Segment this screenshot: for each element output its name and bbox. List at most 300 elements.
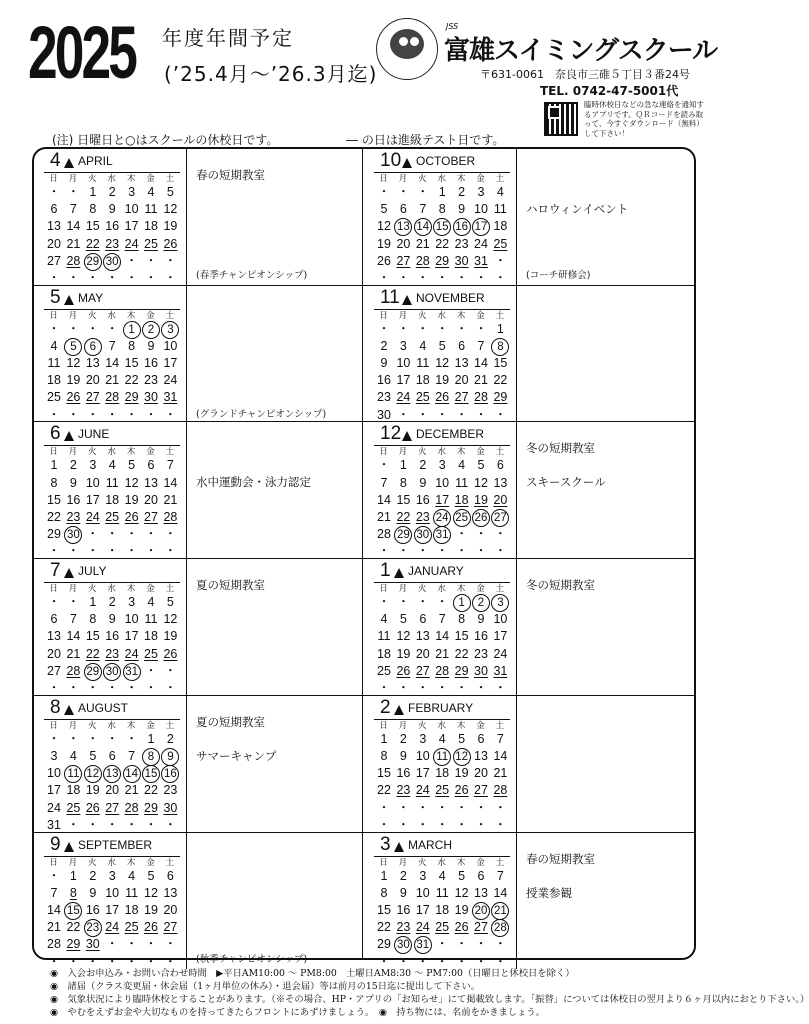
test-marker-icon [64, 568, 74, 578]
calendar-day: 3 [399, 338, 407, 353]
calendar-day: 29 [377, 937, 391, 952]
calendar-day: ・ [105, 954, 119, 969]
month-december [364, 422, 694, 558]
calendar-day: 14 [66, 219, 81, 234]
calendar-day: 4 [496, 185, 504, 199]
calendar-day: 6 [84, 338, 102, 356]
calendar-day: ・ [86, 817, 100, 832]
calendar-day: 22 [493, 373, 508, 388]
calendar-day: 19 [163, 219, 178, 234]
weekday-label: 月 [398, 310, 408, 321]
calendar-day: 15 [47, 492, 61, 507]
month-event: (コーチ研修会) [526, 270, 591, 281]
month-event: (春季チャンピオンシップ) [196, 270, 308, 281]
calendar-day: 21 [435, 646, 450, 661]
calendar-day: ・ [397, 595, 410, 610]
calendar-day: ・ [86, 271, 100, 285]
calendar-day: ・ [455, 544, 468, 559]
calendar-day: 22 [85, 646, 100, 661]
weekday-label: 土 [495, 447, 505, 458]
calendar-day: ・ [435, 937, 449, 952]
calendar-day: 7 [419, 202, 427, 217]
calendar-day: ・ [144, 681, 158, 696]
calendar-day: 17 [163, 356, 178, 371]
calendar-day: ・ [377, 595, 391, 610]
calendar-day: ・ [455, 271, 468, 285]
calendar-day: 4 [438, 731, 446, 746]
calendar-day: ・ [67, 185, 80, 199]
calendar-day: 17 [85, 492, 100, 507]
calendar-day: 7 [108, 338, 116, 353]
calendar-day: 28 [47, 937, 61, 952]
calendar-day: ・ [397, 321, 410, 336]
weekday-label: 水 [107, 310, 116, 321]
calendar-day: ・ [377, 458, 391, 473]
calendar-day: ・ [474, 544, 488, 559]
calendar-day: 15 [142, 765, 160, 783]
calendar-day: ・ [164, 253, 177, 268]
calendar-day: 5 [380, 202, 388, 217]
month-separator [363, 558, 694, 559]
weekday-label: 火 [418, 720, 427, 731]
calendar-day: 23 [474, 646, 488, 661]
calendar-day: 4 [108, 458, 116, 473]
calendar-day: ・ [105, 937, 119, 952]
calendar-day: 16 [161, 765, 179, 783]
calendar-day: 9 [89, 885, 97, 900]
calendar-day: ・ [494, 681, 507, 696]
footer-line: ◉ やむをえずお金や大切なものを持ってきたらフロントにあずけましょう。 ◉ 持ち物には、名前をかきましょう。 [50, 1007, 546, 1018]
calendar-day: 16 [415, 492, 430, 507]
month-event: 授業参観 [526, 885, 572, 900]
weekday-label: 木 [126, 310, 136, 321]
calendar-day: 7 [69, 612, 77, 627]
calendar-day: ・ [67, 271, 80, 285]
calendar-day: 3 [419, 731, 427, 746]
calendar-day: 23 [377, 390, 391, 405]
month-january [364, 559, 694, 695]
calendar-day: 22 [66, 920, 81, 935]
calendar-day: ・ [125, 527, 138, 542]
calendar-day: 31 [47, 817, 61, 832]
calendar-day: 16 [396, 902, 411, 917]
calendar-day: 2 [69, 458, 77, 473]
calendar-day: 5 [128, 458, 136, 473]
calendar-day: 1 [453, 594, 471, 612]
qr-code-icon[interactable] [544, 102, 578, 136]
weekday-label: 月 [398, 720, 408, 731]
calendar-day: 17 [415, 902, 430, 917]
calendar-day: 17 [105, 902, 120, 917]
calendar-day: 8 [128, 338, 136, 353]
calendar-day: 14 [163, 475, 178, 490]
calendar-day: 3 [491, 594, 509, 612]
calendar-day: 2 [142, 321, 160, 339]
calendar-day: ・ [105, 544, 119, 559]
calendar-day: ・ [474, 407, 488, 422]
calendar-day: ・ [494, 800, 507, 815]
calendar-day: 3 [108, 868, 116, 883]
calendar-day: 18 [66, 783, 81, 798]
weekday-label: 月 [68, 720, 78, 731]
calendar-day: 21 [163, 492, 178, 507]
calendar-day: 19 [396, 646, 411, 661]
calendar-day: 3 [128, 595, 136, 610]
calendar-day: 7 [69, 202, 77, 217]
month-separator [33, 285, 362, 286]
weekday-label: 月 [68, 447, 78, 458]
calendar-day: 17 [435, 492, 450, 507]
calendar-day: 4 [128, 868, 136, 883]
calendar-day: ・ [67, 817, 80, 832]
calendar-day: 29 [144, 800, 158, 815]
calendar-day: 24 [163, 373, 178, 388]
event-column-divider [186, 696, 187, 833]
weekday-label: 木 [456, 174, 466, 184]
calendar-day: 1 [380, 731, 388, 746]
calendar-day: ・ [474, 527, 488, 542]
month-event: ハロウィンイベント [526, 202, 629, 216]
calendar-day: 30 [474, 663, 488, 678]
calendar-day: 1 [399, 458, 407, 473]
calendar-day: ・ [474, 937, 488, 952]
month-name: DECEMBER [416, 427, 485, 442]
month-name: AUGUST [78, 700, 129, 715]
calendar-day: 7 [477, 338, 485, 353]
calendar-day: 24 [85, 509, 100, 524]
test-marker-icon [402, 431, 412, 441]
calendar-day: 21 [415, 236, 430, 251]
year-title: 2025 [28, 11, 136, 94]
calendar-day: 24 [415, 920, 430, 935]
calendar-day: ・ [435, 544, 449, 559]
calendar-day: 16 [105, 219, 120, 234]
weekday-label: 月 [398, 584, 408, 595]
weekday-label: 木 [126, 447, 136, 458]
calendar-day: ・ [144, 527, 158, 542]
calendar-day: 27 [474, 920, 488, 935]
calendar-day: 5 [477, 458, 485, 473]
calendar-day: 13 [47, 219, 61, 234]
calendar-day: ・ [494, 407, 507, 422]
calendar-day: 29 [394, 526, 412, 544]
note-test: ― の日は進級テスト日です。 [346, 133, 505, 147]
qr-description: 臨時休校日などの急な連絡を通知するアプリです。ＱＲコードを読み取って、今すぐダウンロード（無料）して下さい！ [584, 100, 704, 138]
weekday-label: 月 [68, 857, 78, 868]
weekday-label: 木 [456, 310, 466, 321]
calendar-day: 12 [453, 748, 471, 766]
calendar-day: 19 [474, 492, 488, 507]
weekday-label: 水 [107, 720, 116, 731]
calendar-day: 14 [493, 748, 508, 763]
calendar-day: 25 [415, 390, 430, 405]
weekday-label: 月 [68, 584, 78, 595]
calendar-day: 4 [147, 185, 155, 199]
calendar-day: 4 [458, 458, 466, 473]
calendar-day: ・ [67, 731, 80, 746]
calendar-day: 3 [477, 185, 485, 199]
month-number: 1 [380, 560, 391, 582]
month-may [34, 286, 364, 422]
calendar-day: ・ [164, 954, 177, 969]
test-marker-icon [64, 295, 74, 305]
calendar-day: 3 [128, 185, 136, 199]
weekday-label: 月 [398, 447, 408, 458]
calendar-day: 18 [435, 766, 450, 781]
calendar-day: 30 [377, 407, 391, 422]
weekday-label: 火 [418, 857, 427, 868]
calendar-day: ・ [47, 595, 61, 610]
weekday-label: 金 [476, 584, 485, 595]
weekday-label: 木 [126, 584, 136, 595]
weekday-label: 土 [165, 584, 175, 595]
calendar-day: 3 [419, 868, 427, 883]
month-number: 12 [380, 423, 402, 445]
event-column-divider [186, 286, 187, 423]
calendar-day: ・ [397, 800, 410, 815]
calendar-day: 28 [163, 509, 178, 524]
weekday-label: 火 [88, 857, 97, 868]
calendar-day: ・ [86, 407, 100, 422]
weekday-label: 水 [437, 584, 446, 595]
calendar-day: 15 [433, 218, 451, 236]
calendar-day: 3 [50, 748, 58, 763]
test-marker-icon [394, 705, 404, 715]
weekday-label: 水 [107, 857, 116, 868]
month-name: MARCH [408, 837, 452, 852]
calendar-day: 29 [84, 253, 102, 271]
calendar-day: ・ [125, 731, 138, 746]
weekday-label: 水 [107, 174, 116, 184]
calendar-day: 12 [124, 475, 139, 490]
calendar-day: 28 [474, 390, 488, 405]
calendar-day: 15 [493, 356, 508, 371]
calendar-day: 12 [454, 885, 469, 900]
calendar-day: ・ [435, 271, 449, 285]
calendar-day: 5 [166, 185, 174, 199]
note-holiday: (注) 日曜日と○はスクールの休校日です。 [52, 133, 279, 147]
calendar-day: 24 [124, 646, 139, 661]
month-event: サマーキャンプ [196, 748, 277, 763]
calendar-day: 1 [147, 731, 155, 746]
calendar-day: ・ [125, 681, 138, 696]
calendar-day: 11 [144, 612, 158, 627]
calendar-day: 6 [108, 748, 116, 763]
month-separator [363, 285, 694, 286]
calendar-day: 18 [144, 629, 158, 644]
calendar-day: 26 [377, 253, 391, 268]
calendar-day: 8 [50, 475, 58, 490]
calendar-day: ・ [416, 817, 430, 832]
calendar-day: 27 [491, 509, 509, 527]
month-event: 夏の短期教室 [196, 578, 265, 593]
weekday-label: 日 [49, 447, 58, 458]
calendar-day: 7 [380, 475, 388, 490]
calendar-day: 9 [419, 475, 427, 490]
calendar-day: ・ [86, 681, 100, 696]
calendar-day: 13 [47, 629, 61, 644]
month-october [364, 149, 694, 285]
calendar-day: 17 [124, 219, 139, 234]
calendar-day: 12 [66, 356, 81, 371]
calendar-day: 28 [66, 663, 81, 678]
month-name: NOVEMBER [416, 290, 485, 305]
school-logo [376, 18, 438, 80]
calendar-day: 25 [435, 920, 450, 935]
month-july [34, 559, 364, 695]
calendar-day: ・ [47, 954, 61, 969]
calendar-day: ・ [397, 954, 410, 969]
weekday-label: 日 [49, 584, 58, 595]
calendar-day: 10 [435, 475, 450, 490]
weekday-label: 水 [107, 447, 116, 458]
calendar-day: 8 [458, 612, 466, 627]
weekday-label: 火 [88, 174, 97, 184]
calendar-day: 9 [108, 202, 116, 217]
calendar-day: ・ [416, 800, 430, 815]
schedule-period: (’25.4月～’26.3月迄) [164, 62, 378, 86]
calendar-day: 15 [454, 629, 469, 644]
calendar-day: 4 [69, 748, 77, 763]
calendar-day: ・ [47, 271, 61, 285]
calendar-day: 24 [415, 783, 430, 798]
event-column-divider [186, 559, 187, 696]
weekday-label: 水 [437, 310, 446, 321]
calendar-day: 24 [47, 800, 61, 815]
calendar-day: 1 [123, 321, 141, 339]
calendar-day: 13 [85, 356, 100, 371]
month-september [34, 833, 364, 969]
calendar-day: ・ [125, 253, 138, 268]
calendar-day: 27 [85, 390, 100, 405]
event-column-divider [516, 286, 517, 423]
calendar-day: ・ [105, 407, 119, 422]
calendar-day: ・ [144, 407, 158, 422]
calendar-day: 6 [399, 202, 407, 217]
event-column-divider [516, 559, 517, 696]
calendar-day: ・ [377, 800, 391, 815]
month-name: JANUARY [408, 564, 464, 579]
calendar-day: 7 [496, 731, 504, 746]
calendar-day: ・ [435, 321, 449, 336]
calendar-day: 12 [435, 356, 450, 371]
calendar-day: 6 [477, 868, 485, 883]
calendar-day: ・ [144, 253, 158, 268]
calendar-day: ・ [397, 407, 410, 422]
calendar-day: 20 [493, 492, 508, 507]
calendar-day: 29 [84, 663, 102, 681]
weekday-label: 火 [88, 447, 97, 458]
month-number: 5 [50, 286, 61, 308]
calendar-day: 23 [105, 646, 120, 661]
calendar-day: 14 [493, 885, 508, 900]
calendar-day: ・ [377, 321, 391, 336]
calendar-day: 11 [47, 356, 61, 371]
weekday-label: 木 [456, 584, 466, 595]
month-number: 11 [380, 286, 400, 308]
calendar-day: ・ [47, 407, 61, 422]
calendar-day: ・ [47, 868, 61, 883]
weekday-label: 火 [88, 720, 97, 731]
calendar-day: ・ [455, 321, 468, 336]
event-column-divider [516, 696, 517, 833]
calendar-day: 20 [47, 236, 61, 251]
calendar-day: 2 [472, 594, 490, 612]
calendar-day: ・ [86, 527, 100, 542]
calendar-day: 26 [454, 783, 469, 798]
calendar-day: 17 [47, 783, 61, 798]
weekday-label: 水 [437, 447, 446, 458]
weekday-label: 日 [379, 720, 388, 731]
calendar-day: 7 [438, 612, 446, 627]
calendar-day: 21 [105, 373, 120, 388]
calendar-day: ・ [494, 271, 507, 285]
calendar-day: 30 [103, 663, 121, 681]
calendar-day: 25 [377, 663, 391, 678]
month-june [34, 422, 364, 558]
calendar-day: ・ [125, 407, 138, 422]
calendar-day: 10 [47, 766, 61, 781]
calendar-day: 26 [85, 800, 100, 815]
weekday-label: 土 [165, 857, 175, 868]
calendar-day: ・ [455, 954, 468, 969]
calendar-day: 24 [433, 509, 451, 527]
calendar-day: ・ [144, 271, 158, 285]
calendar-day: 14 [414, 218, 432, 236]
calendar-day: 12 [163, 612, 178, 627]
calendar-day: 4 [419, 338, 427, 353]
calendar-day: 4 [438, 868, 446, 883]
calendar-day: 15 [377, 766, 391, 781]
calendar-day: 19 [435, 373, 450, 388]
calendar-day: 6 [50, 612, 58, 627]
weekday-label: 火 [418, 584, 427, 595]
calendar-day: ・ [416, 681, 430, 696]
calendar-day: 25 [453, 509, 471, 527]
calendar-day: 19 [454, 766, 469, 781]
calendar-day: 16 [66, 492, 81, 507]
calendar-day: 24 [124, 236, 139, 251]
calendar-day: ・ [416, 185, 430, 199]
calendar-day: ・ [67, 407, 80, 422]
month-name: APRIL [78, 154, 113, 168]
weekday-label: 日 [379, 584, 388, 595]
calendar-day: ・ [494, 954, 507, 969]
calendar-day: 9 [69, 475, 77, 490]
calendar-day: 17 [472, 218, 490, 236]
calendar-day: ・ [86, 321, 100, 336]
calendar-day: 10 [415, 885, 430, 900]
calendar-day: 13 [103, 765, 121, 783]
calendar-day: 21 [377, 509, 391, 524]
calendar-day: ・ [416, 271, 430, 285]
calendar-day: 30 [454, 253, 469, 268]
calendar-day: 11 [125, 885, 139, 900]
calendar-day: ・ [377, 271, 391, 285]
calendar-day: 1 [69, 868, 77, 883]
calendar-day: 20 [105, 783, 120, 798]
month-name: JUNE [78, 427, 110, 442]
calendar-day: ・ [377, 185, 391, 199]
footer-line: ◉ 諸届（クラス変更届・休会届（1ヶ月単位の休み）・退会届）等は前月の15日迄に提出して下さい。 [50, 981, 480, 992]
calendar-day: 19 [377, 236, 391, 251]
mascot-eye-icon [410, 37, 419, 46]
calendar-day: 15 [124, 356, 139, 371]
calendar-day: 8 [380, 748, 388, 763]
calendar-day: 23 [415, 509, 430, 524]
footer-line: ◉ 入会お申込み・お問い合わせ時間 ▶平日AM10:00 ～ PM8:00 土曜日AM8:30 ～ PM7:00（日曜日と休校日を除く） [50, 968, 575, 979]
calendar-day: ・ [435, 817, 449, 832]
